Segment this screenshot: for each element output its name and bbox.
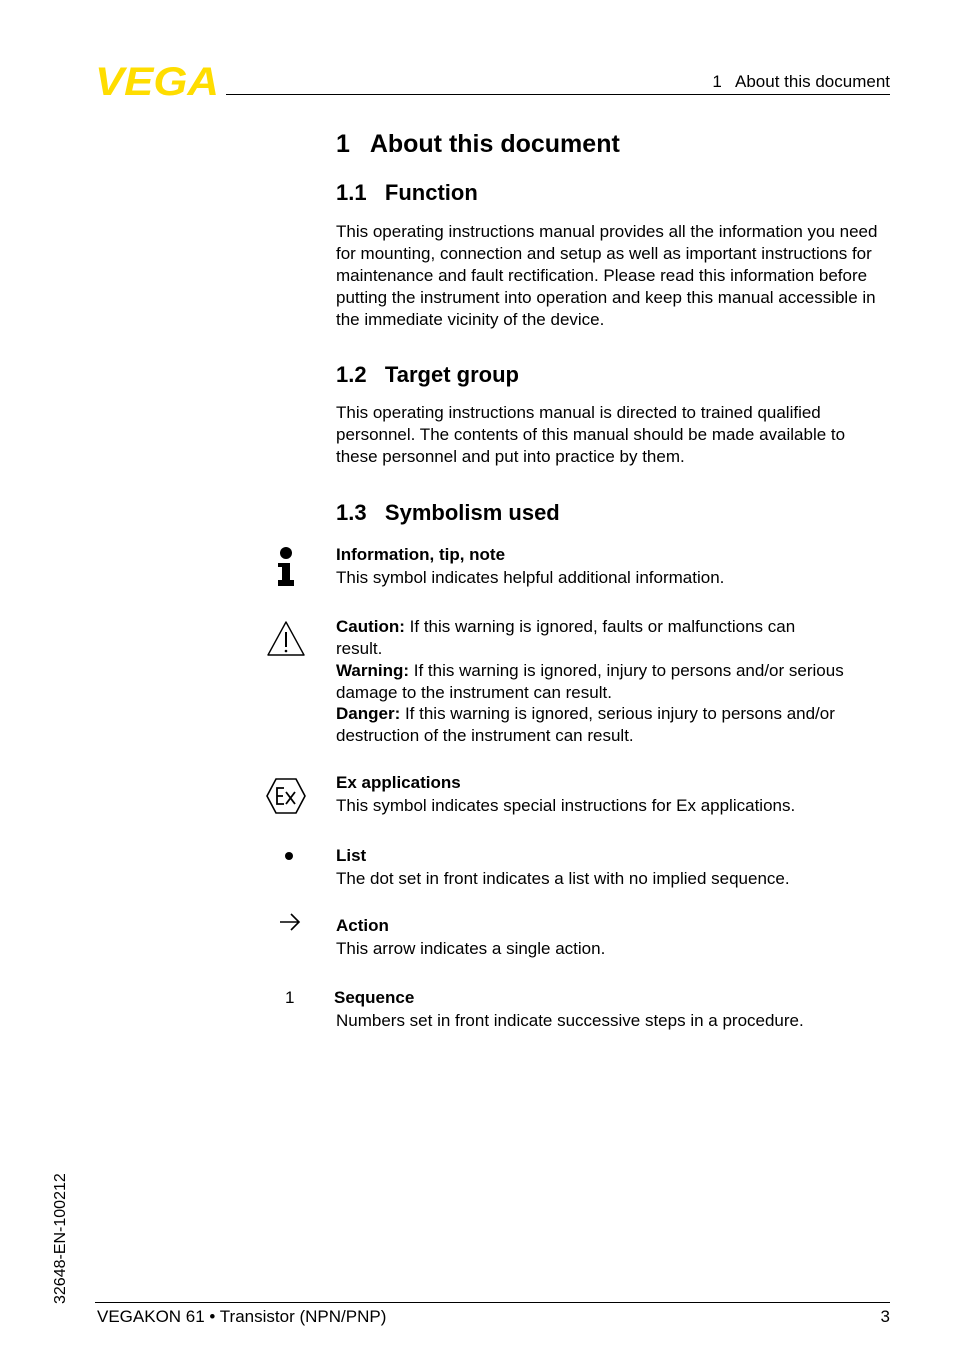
bullet-icon: [284, 851, 294, 861]
list-title: List: [336, 846, 367, 865]
ex-hexagon-icon: [265, 777, 307, 815]
list-text: The dot set in front indicates a list with no implied sequence.: [336, 869, 790, 888]
section-heading-symbolism: 1.3 Symbolism used: [336, 500, 560, 525]
vega-logo: [95, 64, 220, 98]
section-heading-function: 1.1 Function: [336, 180, 478, 205]
svg-text:VEGA: VEGA: [95, 64, 219, 98]
danger-block: [336, 703, 891, 747]
warning-text: If this warning is ignored, injury to persons and/or serious damage to the instrument can result.: [336, 661, 844, 702]
sequence-text: Numbers set in front indicate successive steps in a procedure.: [336, 1011, 804, 1030]
info-icon: [276, 546, 296, 588]
document-code: 32648-EN-100212: [52, 1173, 69, 1304]
function-paragraph: This operating instructions manual provides all the information you need for mounting, connection and setup as well as important instructions for maintenance and fault rectification. Please read this information before putting the instrument into operation and keep this manual accessible in the immediate vicinity of the device.: [336, 222, 878, 329]
danger-label: Danger:: [336, 704, 401, 723]
warning-label: Warning:: [336, 661, 410, 680]
warning-triangle-icon: [266, 620, 306, 658]
caution-block: [336, 616, 826, 660]
page-number: 3: [880, 1307, 890, 1326]
danger-text: If this warning is ignored, serious injury to persons and/or destruction of the instrument can result.: [336, 704, 835, 745]
ex-text: This symbol indicates special instructions for Ex applications.: [336, 796, 796, 815]
sequence-marker: 1: [285, 988, 295, 1007]
target-group-paragraph: This operating instructions manual is directed to trained qualified personnel. The contents of this manual should be made available to these personnel and put into practice by them.: [336, 403, 846, 466]
header-section-title: 1 About this document: [712, 72, 890, 91]
header-rule: [226, 94, 890, 95]
sequence-title: Sequence: [334, 988, 415, 1007]
caution-text: If this warning is ignored, faults or malfunctions can result.: [336, 617, 796, 658]
chapter-heading: 1 About this document: [336, 130, 620, 158]
action-title: Action: [336, 916, 389, 935]
warning-block: [336, 660, 891, 704]
footer-rule: [95, 1302, 890, 1303]
action-text: This arrow indicates a single action.: [336, 939, 606, 958]
ex-title: Ex applications: [336, 773, 461, 792]
info-text: This symbol indicates helpful additional information.: [336, 568, 725, 587]
footer-product: VEGAKON 61 • Transistor (NPN/PNP): [97, 1307, 387, 1326]
caution-label: Caution:: [336, 617, 405, 636]
arrow-right-icon: [279, 911, 301, 933]
info-title: Information, tip, note: [336, 545, 506, 564]
section-heading-target-group: 1.2 Target group: [336, 362, 519, 387]
